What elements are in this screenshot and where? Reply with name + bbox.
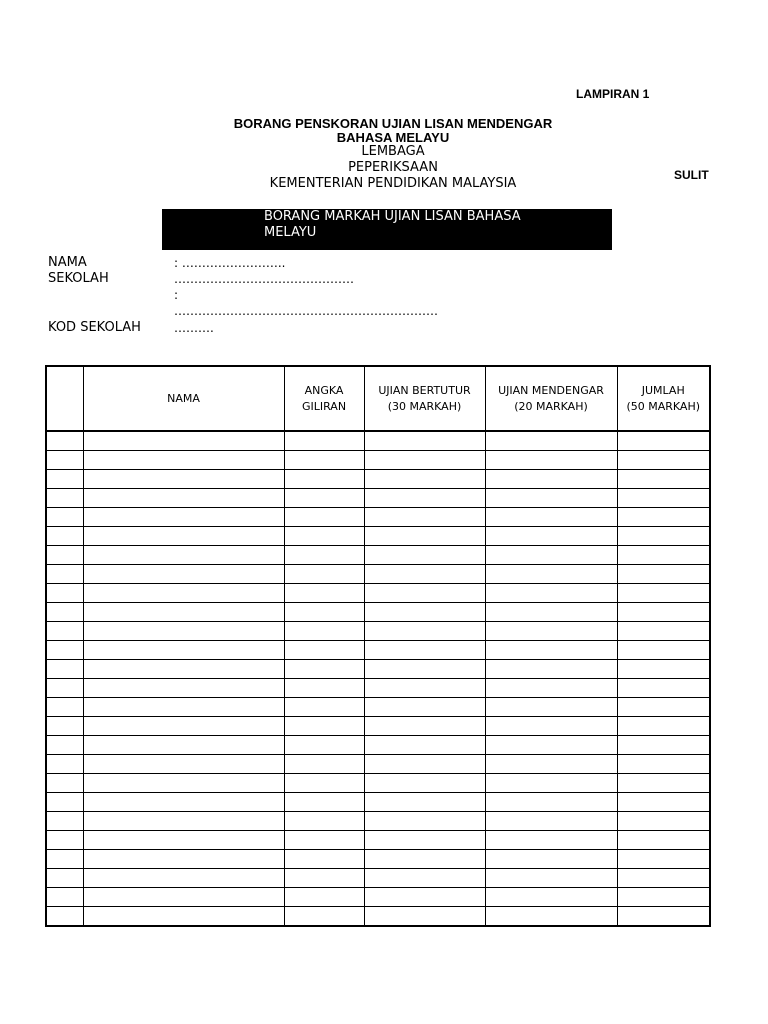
cell-ujian-bertutur[interactable] <box>364 717 485 736</box>
cell-ujian-bertutur[interactable] <box>364 565 485 584</box>
table-row <box>46 850 710 869</box>
cell-nama[interactable] <box>83 907 284 927</box>
cell-ujian-bertutur[interactable] <box>364 907 485 927</box>
table-header-row <box>46 366 710 431</box>
cell-no[interactable] <box>46 451 83 470</box>
header-no <box>46 366 83 431</box>
cell-jumlah[interactable] <box>617 679 710 698</box>
cell-no[interactable] <box>46 698 83 717</box>
cell-angka-giliran[interactable] <box>284 755 364 774</box>
cell-ujian-mendengar[interactable] <box>485 812 617 831</box>
cell-jumlah[interactable] <box>617 660 710 679</box>
cell-ujian-mendengar[interactable] <box>485 622 617 641</box>
cell-no[interactable] <box>46 850 83 869</box>
header-angka-giliran <box>284 366 364 431</box>
table-row <box>46 527 710 546</box>
table-row <box>46 888 710 907</box>
cell-jumlah[interactable] <box>617 850 710 869</box>
cell-angka-giliran[interactable] <box>284 660 364 679</box>
table-row <box>46 679 710 698</box>
cell-nama[interactable] <box>83 470 284 489</box>
cell-ujian-mendengar[interactable] <box>485 660 617 679</box>
header-ujian-mendengar <box>485 366 617 431</box>
table-row <box>46 698 710 717</box>
cell-jumlah[interactable] <box>617 888 710 907</box>
cell-jumlah[interactable] <box>617 736 710 755</box>
cell-angka-giliran[interactable] <box>284 698 364 717</box>
cell-ujian-mendengar[interactable] <box>485 546 617 565</box>
cell-no[interactable] <box>46 527 83 546</box>
cell-nama[interactable] <box>83 431 284 451</box>
cell-ujian-bertutur[interactable] <box>364 641 485 660</box>
cell-jumlah[interactable] <box>617 584 710 603</box>
cell-ujian-bertutur[interactable] <box>364 508 485 527</box>
cell-angka-giliran[interactable] <box>284 850 364 869</box>
cell-no[interactable] <box>46 489 83 508</box>
sekolah-colon: : <box>174 288 179 302</box>
cell-nama[interactable] <box>83 508 284 527</box>
cell-jumlah[interactable] <box>617 774 710 793</box>
cell-angka-giliran[interactable] <box>284 584 364 603</box>
board-name-line-1: LEMBAGA <box>361 144 425 159</box>
cell-angka-giliran[interactable] <box>284 774 364 793</box>
cell-ujian-bertutur[interactable] <box>364 527 485 546</box>
cell-no[interactable] <box>46 679 83 698</box>
cell-ujian-bertutur[interactable] <box>364 698 485 717</box>
cell-no[interactable] <box>46 470 83 489</box>
cell-jumlah[interactable] <box>617 470 710 489</box>
table-row <box>46 470 710 489</box>
cell-angka-giliran[interactable] <box>284 431 364 451</box>
cell-no[interactable] <box>46 736 83 755</box>
table-row <box>46 508 710 527</box>
cell-ujian-mendengar[interactable] <box>485 850 617 869</box>
cell-no[interactable] <box>46 660 83 679</box>
cell-ujian-mendengar[interactable] <box>485 603 617 622</box>
cell-ujian-bertutur[interactable] <box>364 736 485 755</box>
cell-nama[interactable] <box>83 565 284 584</box>
cell-ujian-mendengar[interactable] <box>485 451 617 470</box>
cell-angka-giliran[interactable] <box>284 470 364 489</box>
banner-title-line-2: MELAYU <box>264 225 317 240</box>
cell-jumlah[interactable] <box>617 755 710 774</box>
score-table <box>45 365 711 927</box>
classification-label: SULIT <box>674 168 709 182</box>
header-jumlah-line-2: (50 MARKAH) <box>626 399 701 413</box>
cell-nama[interactable] <box>83 527 284 546</box>
cell-no[interactable] <box>46 793 83 812</box>
cell-angka-giliran[interactable] <box>284 546 364 565</box>
nama-label: NAMA <box>48 255 87 270</box>
header-bertutur-line-2: (30 MARKAH) <box>387 399 462 413</box>
cell-angka-giliran[interactable] <box>284 869 364 888</box>
cell-ujian-mendengar[interactable] <box>485 698 617 717</box>
cell-no[interactable] <box>46 831 83 850</box>
cell-no[interactable] <box>46 774 83 793</box>
cell-ujian-mendengar[interactable] <box>485 470 617 489</box>
banner-title-line-1: BORANG MARKAH UJIAN LISAN BAHASA <box>264 209 521 224</box>
cell-jumlah[interactable] <box>617 717 710 736</box>
cell-ujian-bertutur[interactable] <box>364 431 485 451</box>
cell-nama[interactable] <box>83 736 284 755</box>
cell-jumlah[interactable] <box>617 812 710 831</box>
sekolah-label: SEKOLAH <box>48 271 109 286</box>
cell-nama[interactable] <box>83 755 284 774</box>
cell-ujian-bertutur[interactable] <box>364 660 485 679</box>
cell-jumlah[interactable] <box>617 527 710 546</box>
cell-ujian-bertutur[interactable] <box>364 584 485 603</box>
cell-ujian-bertutur[interactable] <box>364 831 485 850</box>
banner-title <box>264 209 604 241</box>
cell-no[interactable] <box>46 584 83 603</box>
cell-ujian-bertutur[interactable] <box>364 603 485 622</box>
cell-ujian-mendengar[interactable] <box>485 774 617 793</box>
cell-ujian-mendengar[interactable] <box>485 793 617 812</box>
cell-angka-giliran[interactable] <box>284 603 364 622</box>
header-ujian-bertutur <box>364 366 485 431</box>
table-row <box>46 451 710 470</box>
cell-ujian-mendengar[interactable] <box>485 508 617 527</box>
form-title-line-1: BORANG PENSKORAN UJIAN LISAN MENDENGAR <box>233 116 553 131</box>
cell-ujian-mendengar[interactable] <box>485 679 617 698</box>
lampiran-label: LAMPIRAN 1 <box>576 87 650 101</box>
cell-ujian-bertutur[interactable] <box>364 470 485 489</box>
cell-angka-giliran[interactable] <box>284 717 364 736</box>
cell-ujian-bertutur[interactable] <box>364 793 485 812</box>
cell-jumlah[interactable] <box>617 641 710 660</box>
cell-angka-giliran[interactable] <box>284 831 364 850</box>
cell-no[interactable] <box>46 565 83 584</box>
cell-ujian-mendengar[interactable] <box>485 641 617 660</box>
table-row <box>46 641 710 660</box>
cell-nama[interactable] <box>83 717 284 736</box>
table-row <box>46 622 710 641</box>
cell-nama[interactable] <box>83 774 284 793</box>
cell-nama[interactable] <box>83 584 284 603</box>
cell-ujian-bertutur[interactable] <box>364 622 485 641</box>
header-mendengar-line-2: (20 MARKAH) <box>514 399 588 413</box>
cell-nama[interactable] <box>83 679 284 698</box>
cell-ujian-bertutur[interactable] <box>364 546 485 565</box>
kod-sekolah-label: KOD SEKOLAH <box>48 320 141 335</box>
cell-nama[interactable] <box>83 698 284 717</box>
cell-jumlah[interactable] <box>617 508 710 527</box>
cell-ujian-mendengar[interactable] <box>485 888 617 907</box>
sekolah-value[interactable]: ……………………………………… <box>174 272 354 286</box>
table-row <box>46 584 710 603</box>
cell-no[interactable] <box>46 641 83 660</box>
table-row <box>46 831 710 850</box>
kod-sekolah-value[interactable]: ………. <box>174 321 214 335</box>
table-row <box>46 603 710 622</box>
table-row <box>46 546 710 565</box>
cell-nama[interactable] <box>83 546 284 565</box>
cell-nama[interactable] <box>83 451 284 470</box>
cell-ujian-mendengar[interactable] <box>485 565 617 584</box>
cell-angka-giliran[interactable] <box>284 527 364 546</box>
cell-jumlah[interactable] <box>617 565 710 584</box>
cell-angka-giliran[interactable] <box>284 565 364 584</box>
table-row <box>46 489 710 508</box>
cell-jumlah[interactable] <box>617 869 710 888</box>
cell-nama[interactable] <box>83 850 284 869</box>
sekolah-value-line-2[interactable]: ………………………………………………………… <box>174 304 438 318</box>
cell-nama[interactable] <box>83 812 284 831</box>
cell-ujian-bertutur[interactable] <box>364 774 485 793</box>
cell-no[interactable] <box>46 907 83 927</box>
table-row <box>46 755 710 774</box>
table-row <box>46 907 710 927</box>
cell-jumlah[interactable] <box>617 622 710 641</box>
cell-ujian-mendengar[interactable] <box>485 907 617 927</box>
table-row <box>46 717 710 736</box>
cell-nama[interactable] <box>83 793 284 812</box>
cell-no[interactable] <box>46 717 83 736</box>
cell-ujian-mendengar[interactable] <box>485 717 617 736</box>
cell-angka-giliran[interactable] <box>284 888 364 907</box>
cell-ujian-bertutur[interactable] <box>364 812 485 831</box>
form-title-line-2: BAHASA MELAYU <box>336 130 450 145</box>
header-jumlah-line-1: JUMLAH <box>641 383 685 397</box>
cell-jumlah[interactable] <box>617 451 710 470</box>
table-row <box>46 565 710 584</box>
cell-nama[interactable] <box>83 641 284 660</box>
cell-angka-giliran[interactable] <box>284 489 364 508</box>
cell-ujian-mendengar[interactable] <box>485 869 617 888</box>
cell-angka-giliran[interactable] <box>284 622 364 641</box>
cell-jumlah[interactable] <box>617 793 710 812</box>
cell-no[interactable] <box>46 812 83 831</box>
cell-angka-giliran[interactable] <box>284 508 364 527</box>
header-jumlah <box>617 366 710 431</box>
cell-ujian-mendengar[interactable] <box>485 755 617 774</box>
cell-nama[interactable] <box>83 888 284 907</box>
cell-no[interactable] <box>46 431 83 451</box>
cell-angka-giliran[interactable] <box>284 679 364 698</box>
cell-no[interactable] <box>46 755 83 774</box>
cell-no[interactable] <box>46 603 83 622</box>
header-bertutur-line-1: UJIAN BERTUTUR <box>378 383 471 397</box>
cell-no[interactable] <box>46 869 83 888</box>
cell-ujian-bertutur[interactable] <box>364 888 485 907</box>
cell-ujian-bertutur[interactable] <box>364 755 485 774</box>
header-mendengar-line-1: UJIAN MENDENGAR <box>498 383 604 397</box>
cell-ujian-bertutur[interactable] <box>364 869 485 888</box>
table-row <box>46 812 710 831</box>
cell-ujian-bertutur[interactable] <box>364 451 485 470</box>
cell-angka-giliran[interactable] <box>284 812 364 831</box>
cell-nama[interactable] <box>83 869 284 888</box>
table-row <box>46 869 710 888</box>
cell-ujian-bertutur[interactable] <box>364 850 485 869</box>
table-row <box>46 774 710 793</box>
cell-nama[interactable] <box>83 831 284 850</box>
cell-ujian-mendengar[interactable] <box>485 527 617 546</box>
table-row <box>46 660 710 679</box>
cell-ujian-bertutur[interactable] <box>364 489 485 508</box>
cell-jumlah[interactable] <box>617 489 710 508</box>
cell-ujian-mendengar[interactable] <box>485 489 617 508</box>
cell-ujian-mendengar[interactable] <box>485 431 617 451</box>
cell-no[interactable] <box>46 888 83 907</box>
cell-jumlah[interactable] <box>617 431 710 451</box>
board-name-line-2: PEPERIKSAAN <box>348 160 438 175</box>
cell-nama[interactable] <box>83 489 284 508</box>
cell-ujian-mendengar[interactable] <box>485 831 617 850</box>
cell-jumlah[interactable] <box>617 603 710 622</box>
table-row <box>46 431 710 451</box>
cell-angka-giliran[interactable] <box>284 736 364 755</box>
cell-jumlah[interactable] <box>617 546 710 565</box>
cell-nama[interactable] <box>83 660 284 679</box>
cell-jumlah[interactable] <box>617 907 710 927</box>
cell-angka-giliran[interactable] <box>284 451 364 470</box>
cell-angka-giliran[interactable] <box>284 641 364 660</box>
cell-jumlah[interactable] <box>617 831 710 850</box>
cell-no[interactable] <box>46 546 83 565</box>
cell-ujian-mendengar[interactable] <box>485 584 617 603</box>
cell-ujian-mendengar[interactable] <box>485 736 617 755</box>
nama-value[interactable]: : …………………….. <box>174 256 286 270</box>
header-nama: NAMA <box>83 366 284 431</box>
header-angka-line-1: ANGKA <box>304 383 344 397</box>
cell-angka-giliran[interactable] <box>284 907 364 927</box>
section-banner <box>162 209 612 250</box>
cell-nama[interactable] <box>83 622 284 641</box>
cell-ujian-bertutur[interactable] <box>364 679 485 698</box>
cell-jumlah[interactable] <box>617 698 710 717</box>
table-row <box>46 793 710 812</box>
ministry-name: KEMENTERIAN PENDIDIKAN MALAYSIA <box>269 176 517 191</box>
cell-no[interactable] <box>46 508 83 527</box>
cell-nama[interactable] <box>83 603 284 622</box>
table-row <box>46 736 710 755</box>
header-angka-line-2: GILIRAN <box>301 399 347 413</box>
cell-no[interactable] <box>46 622 83 641</box>
table-body <box>46 431 710 926</box>
cell-angka-giliran[interactable] <box>284 793 364 812</box>
